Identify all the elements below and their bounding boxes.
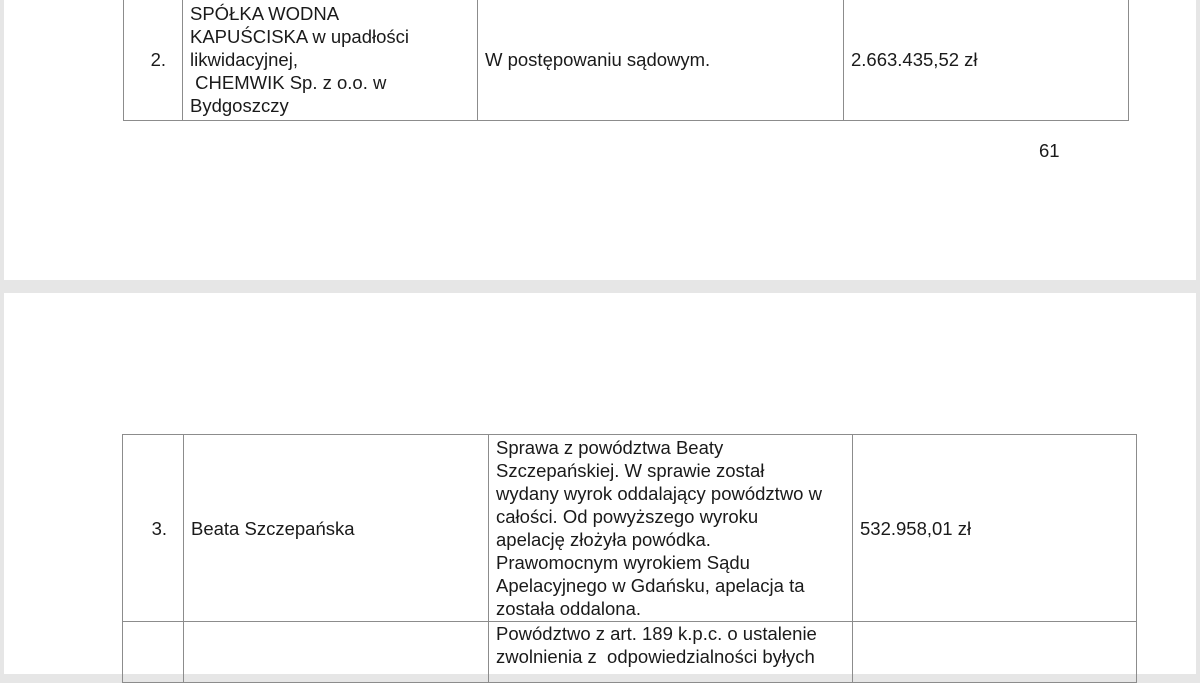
party-cell xyxy=(183,0,478,121)
table-row xyxy=(123,622,1137,683)
description-cell xyxy=(489,435,853,622)
description-line: Sprawa z powództwa Beaty xyxy=(496,437,724,458)
description-line: zwolnienia z odpowiedzialności byłych xyxy=(496,646,815,667)
party-line: Bydgoszczy xyxy=(190,95,289,116)
party-line: likwidacyjnej, xyxy=(190,49,298,70)
claims-table xyxy=(122,434,1137,683)
description-line: została oddalona. xyxy=(496,598,642,619)
status-cell: W postępowaniu sądowym. xyxy=(478,0,844,121)
description-line: całości. Od powyższego wyroku xyxy=(496,506,759,527)
description-line: Powództwo z art. 189 k.p.c. o ustalenie xyxy=(496,623,817,644)
party-cell: Beata Szczepańska xyxy=(184,435,489,622)
row-number: 3. xyxy=(123,435,184,622)
document-page-61 xyxy=(4,0,1196,280)
row-number xyxy=(123,622,184,683)
table-row xyxy=(124,0,1129,121)
description-line: Apelacyjnego w Gdańsku, apelacja ta xyxy=(496,575,805,596)
party-line: CHEMWIK Sp. z o.o. w xyxy=(190,72,387,93)
table-row xyxy=(123,435,1137,622)
description-line: Szczepańskiej. W sprawie został xyxy=(496,460,765,481)
amount-cell: 2.663.435,52 zł xyxy=(844,0,1129,121)
party-line: SPÓŁKA WODNA xyxy=(190,3,340,24)
document-page-62 xyxy=(4,293,1196,674)
row-number: 2. xyxy=(124,0,183,121)
claims-table-continued xyxy=(123,0,1129,121)
amount-cell: 532.958,01 zł xyxy=(853,435,1137,622)
party-cell xyxy=(184,622,489,683)
description-line: apelację złożyła powódka. xyxy=(496,529,711,550)
description-line: wydany wyrok oddalający powództwo w xyxy=(496,483,822,504)
amount-cell xyxy=(853,622,1137,683)
party-line: KAPUŚCISKA w upadłości xyxy=(190,26,410,47)
description-line: Prawomocnym wyrokiem Sądu xyxy=(496,552,750,573)
description-cell xyxy=(489,622,853,683)
page-number: 61 xyxy=(1039,140,1060,161)
